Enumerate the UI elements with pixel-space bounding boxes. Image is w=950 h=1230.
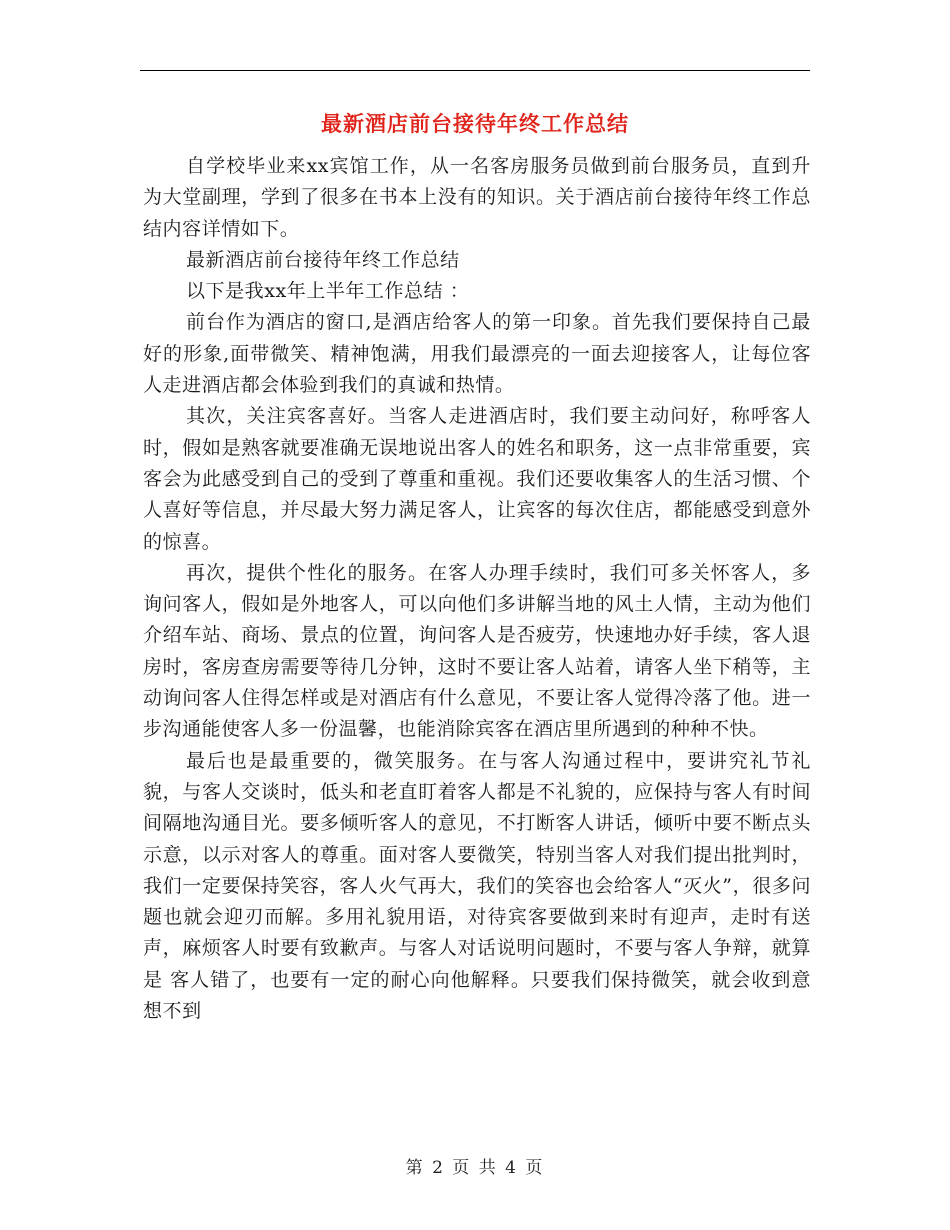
document-body [143,151,811,1027]
paragraph-intro: 自学校毕业来xx宾馆工作，从一名客房服务员做到前台服务员，直到升为大堂副理，学到了很多在书本上没有的知识。关于酒店前台接待年终工作总结内容详情如下。 [143,155,811,240]
paragraph-summary-lead: 以下是我xx年上半年工作总结 ： [186,280,470,303]
paragraph-subtitle: 最新酒店前台接待年终工作总结 [186,248,460,271]
paragraph-personalized-service: 再次，提供个性化的服务。在客人办理手续时，我们可多关怀客人，多询问客人，假如是外地客人，可以向他们多讲解当地的风土人情，主动为他们介绍车站、商场、景点的位置，询问客人是否疲劳，快速地办好手续，客人退房时，客房查房需要等待几分钟，这时不要让客人站着，请客人坐下稍等，主动询问客人住得怎样或是对酒店有什么意见，不要让客人觉得冷落了他。进一步沟通能使客人多一份温馨，也能消除宾客在酒店里所遇到的种种不快。 [143,561,811,741]
header-rule [140,70,810,71]
paragraph-guest-preferences: 其次，关注宾客喜好。当客人走进酒店时，我们要主动问好，称呼客人时，假如是熟客就要准确无误地说出客人的姓名和职务，这一点非常重要，宾客会为此感受到自己的受到了尊重和重视。我们还要收集客人的生活习惯、个人喜好等信息，并尽最大努力满足客人，让宾客的每次住店，都能感受到意外的惊喜。 [143,405,811,553]
paragraph-front-desk: 前台作为酒店的窗口,是酒店给客人的第一印象。首先我们要保持自己最好的形象,面带微笑、精神饱满，用我们最漂亮的一面去迎接客人，让每位客人走进酒店都会体验到我们的真诚和热情。 [143,311,811,397]
paragraph-smile-service: 最后也是最重要的，微笑服务。在与客人沟通过程中，要讲究礼节礼貌，与客人交谈时，低头和老直盯着客人都是不礼貌的，应保持与客人有时间间隔地沟通目光。要多倾听客人的意见，不打断客人讲话，倾听中要不断点头示意，以示对客人的尊重。面对客人要微笑，特别当客人对我们提出批判时，我们一定要保持笑容，客人火气再大，我们的笑容也会给客人“灭火”，很多问题也就会迎刃而解。多用礼貌用语，对待宾客要做到来时有迎声，走时有送声，麻烦客人时要有致歉声。与客人对话说明问题时，不要与客人争辩，就算是 客人错了，也要有一定的耐心向他解释。只要我们保持微笑，就会收到意想不到 [143,749,811,1023]
page-number: 第 2 页 共 4 页 [405,1158,545,1178]
document-title: 最新酒店前台接待年终工作总结 [321,112,629,136]
